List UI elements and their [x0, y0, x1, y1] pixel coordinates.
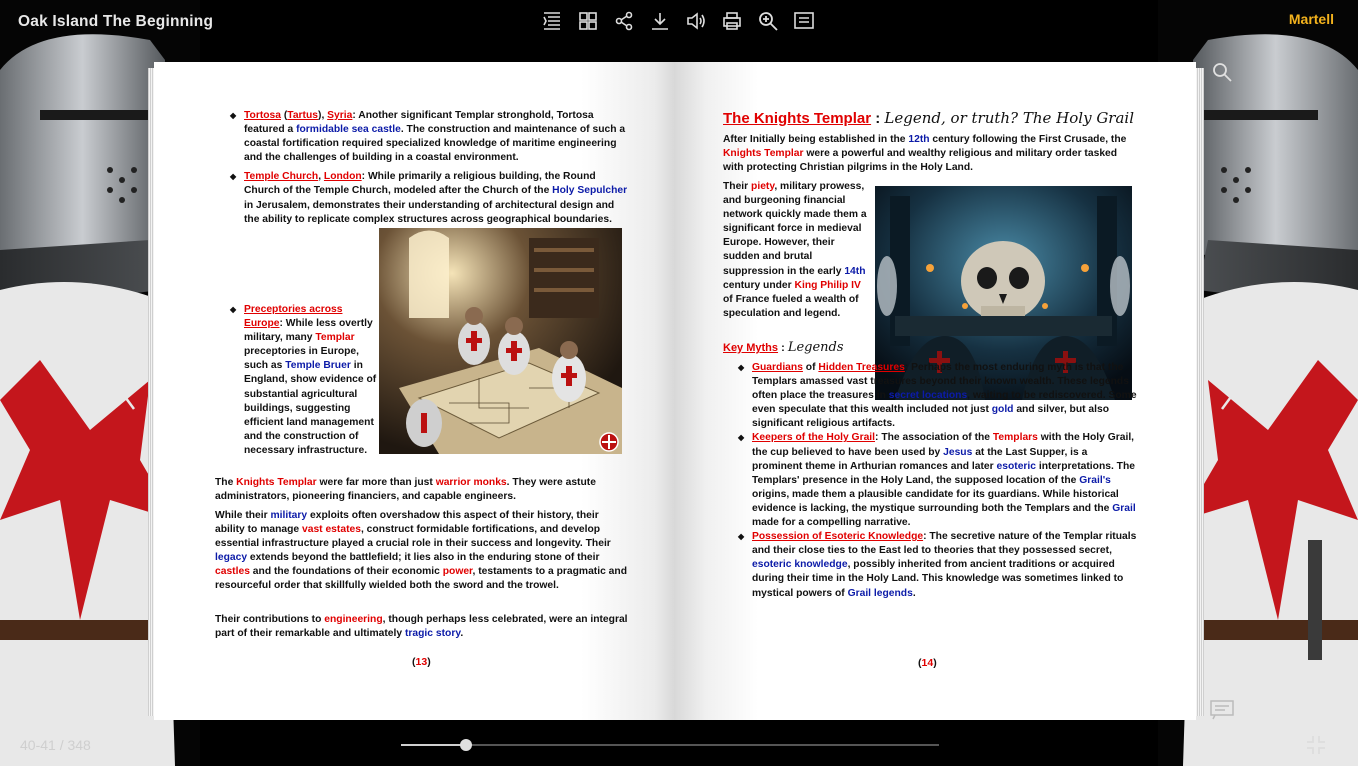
text-sea-castle: formidable sea castle: [296, 124, 401, 136]
toolbar: [540, 9, 816, 33]
bullet-tortosa: ◆ Tortosa (Tartus), Syria: Another significant Templar stronghold, Tortosa featured a formidable sea castle. The construction and maintenance of such a coastal fortification required specialized knowledge of maritime engineering and the challenges of building in a coastal environment.: [230, 109, 630, 165]
paragraph-piety: Their piety, military prowess, and burgeoning financial network quickly made them a significant force in medieval Europe. However, their sudden and brutal suppression in the early 14th century under King Philip IV of France fueled a wealth of speculation and legend.: [723, 181, 867, 319]
page-indicator: 40-41 / 348: [20, 737, 91, 753]
link-preceptories[interactable]: Preceptories across Europe: [244, 304, 343, 330]
paragraph-contributions: Their contributions to engineering, though perhaps less celebrated, were an integral part of their remarkable and ultimately tragic story.: [215, 614, 628, 640]
link-tortosa[interactable]: Tortosa: [244, 110, 281, 121]
myth-grail-keepers: ◆ Keepers of the Holy Grail: The association of the Templars with the Holy Grail, the cup believed to have been used by Jesus at the Last Supper, is a prominent theme in Arthurian romances and later esoteric interpretations. The Templars' presence in the Holy Land, the supposed location of the Grail's origins, made them a plausible candidate for its guardians. While historical evidence is lacking, the mystique surrounding both the Templars and the Grail made for a compelling narrative.: [738, 431, 1138, 530]
fullscreen-exit-icon[interactable]: [1305, 734, 1327, 761]
print-icon[interactable]: [720, 9, 744, 33]
top-bar: [0, 0, 1358, 44]
link-esoteric-knowledge[interactable]: Possession of Esoteric Knowledge: [752, 531, 924, 543]
key-myths-heading: Key Myths : Legends: [723, 340, 844, 355]
left-bullet-list: [230, 109, 630, 232]
bullet-temple-church: ◆ Temple Church, London: While primarily a religious building, the Round Church of the Temple Church, modeled after the Church of the Holy Sepulcher in Jerusalem, demonstrates their understanding of architectural design and the ability to replicate complex structures across geographical boundaries.: [230, 170, 630, 226]
sound-icon[interactable]: [684, 9, 708, 33]
zoom-icon[interactable]: [1211, 61, 1233, 88]
brand-logo[interactable]: Martell: [1288, 11, 1334, 27]
templars-planning-image: [379, 228, 622, 454]
page-13[interactable]: [154, 62, 675, 720]
page-14[interactable]: [675, 62, 1196, 720]
link-keepers-grail[interactable]: Keepers of the Holy Grail: [752, 432, 876, 444]
link-syria[interactable]: Syria: [327, 110, 353, 121]
thumbnails-icon[interactable]: [576, 9, 600, 33]
paragraph-military-exploits: While their military exploits often overshadow this aspect of their history, their ability to manage vast estates, construct formidable fortifications, and develop essential infrastructure played a crucial role in their success and longevity. Their legacy extends beyond the battlefield; it lies also in the enduring stone of their castles and the foundations of their economic power, testaments to a pragmatic and resourceful order that skillfully wielded both the sword and the trowel.: [215, 510, 627, 592]
share-icon[interactable]: [612, 9, 636, 33]
download-icon[interactable]: [648, 9, 672, 33]
page-slider[interactable]: [401, 744, 939, 746]
link-knights-templar[interactable]: The Knights Templar: [723, 110, 872, 127]
paragraph-knights-more: The Knights Templar were far more than just warrior monks. They were astute administrators, pioneering financiers, and capable engineers.: [215, 477, 596, 503]
notes-icon[interactable]: [792, 9, 816, 33]
slider-handle[interactable]: [460, 739, 472, 751]
link-hidden-treasures[interactable]: Hidden Treasures: [818, 362, 905, 373]
slider-progress: [401, 744, 466, 746]
link-london[interactable]: London: [323, 171, 362, 183]
book-title: Oak Island The Beginning: [18, 13, 214, 30]
prev-page-button[interactable]: [112, 365, 142, 415]
search-icon[interactable]: [756, 9, 780, 33]
text-temple-bruer: Temple Bruer: [285, 360, 351, 372]
link-key-myths[interactable]: Key Myths: [723, 342, 779, 354]
page-number-14: (14): [918, 657, 937, 669]
comment-icon[interactable]: [1210, 700, 1234, 725]
link-guardians[interactable]: Guardians: [752, 362, 803, 373]
page-number-13: (13): [412, 656, 431, 668]
next-page-button[interactable]: [1214, 365, 1244, 415]
bullet-preceptories: ◆ Preceptories across Europe: While less overtly military, many Templar preceptories in Europe, such as Temple Bruer in England, show evidence of substantial agricultural buildings, suggesting efficient land management and the construction of necessary infrastructure.: [230, 303, 380, 458]
myths-list: [738, 361, 1138, 601]
myth-esoteric-knowledge: ◆ Possession of Esoteric Knowledge: The secretive nature of the Templar rituals and their close ties to the East led to theories that they possessed secret, esoteric knowledge, possibly inherited from ancient traditions or acquired during their time in the Holy Land. This knowledge was sometimes linked to mystical powers of Grail legends.: [738, 530, 1138, 600]
paragraph-intro: After Initially being established in the 12th century following the First Crusade, the Knights Templar were a powerful and wealthy religious and military order tasked with protecting Christian pilgrims in the Holy Land.: [723, 134, 1127, 174]
myth-guardians: ◆ Guardians of Hidden Treasures: Perhaps the most enduring myth is that the Templars amassed vast treasures beyond their known wealth. These legends often place the treasures in secret locations, waiting to be rediscovered. Some even speculate that this wealth included not just gold and silver, but also significant religious artifacts.: [738, 361, 1138, 431]
link-temple-church[interactable]: Temple Church: [244, 171, 319, 183]
book-spread: [154, 62, 1196, 720]
link-tartus[interactable]: Tartus: [287, 110, 319, 121]
page-heading: The Knights Templar : Legend, or truth? The Holy Grail: [723, 109, 1135, 127]
table-of-contents-icon[interactable]: [540, 9, 564, 33]
text-holy-sepulcher: Holy Sepulcher: [552, 185, 628, 197]
